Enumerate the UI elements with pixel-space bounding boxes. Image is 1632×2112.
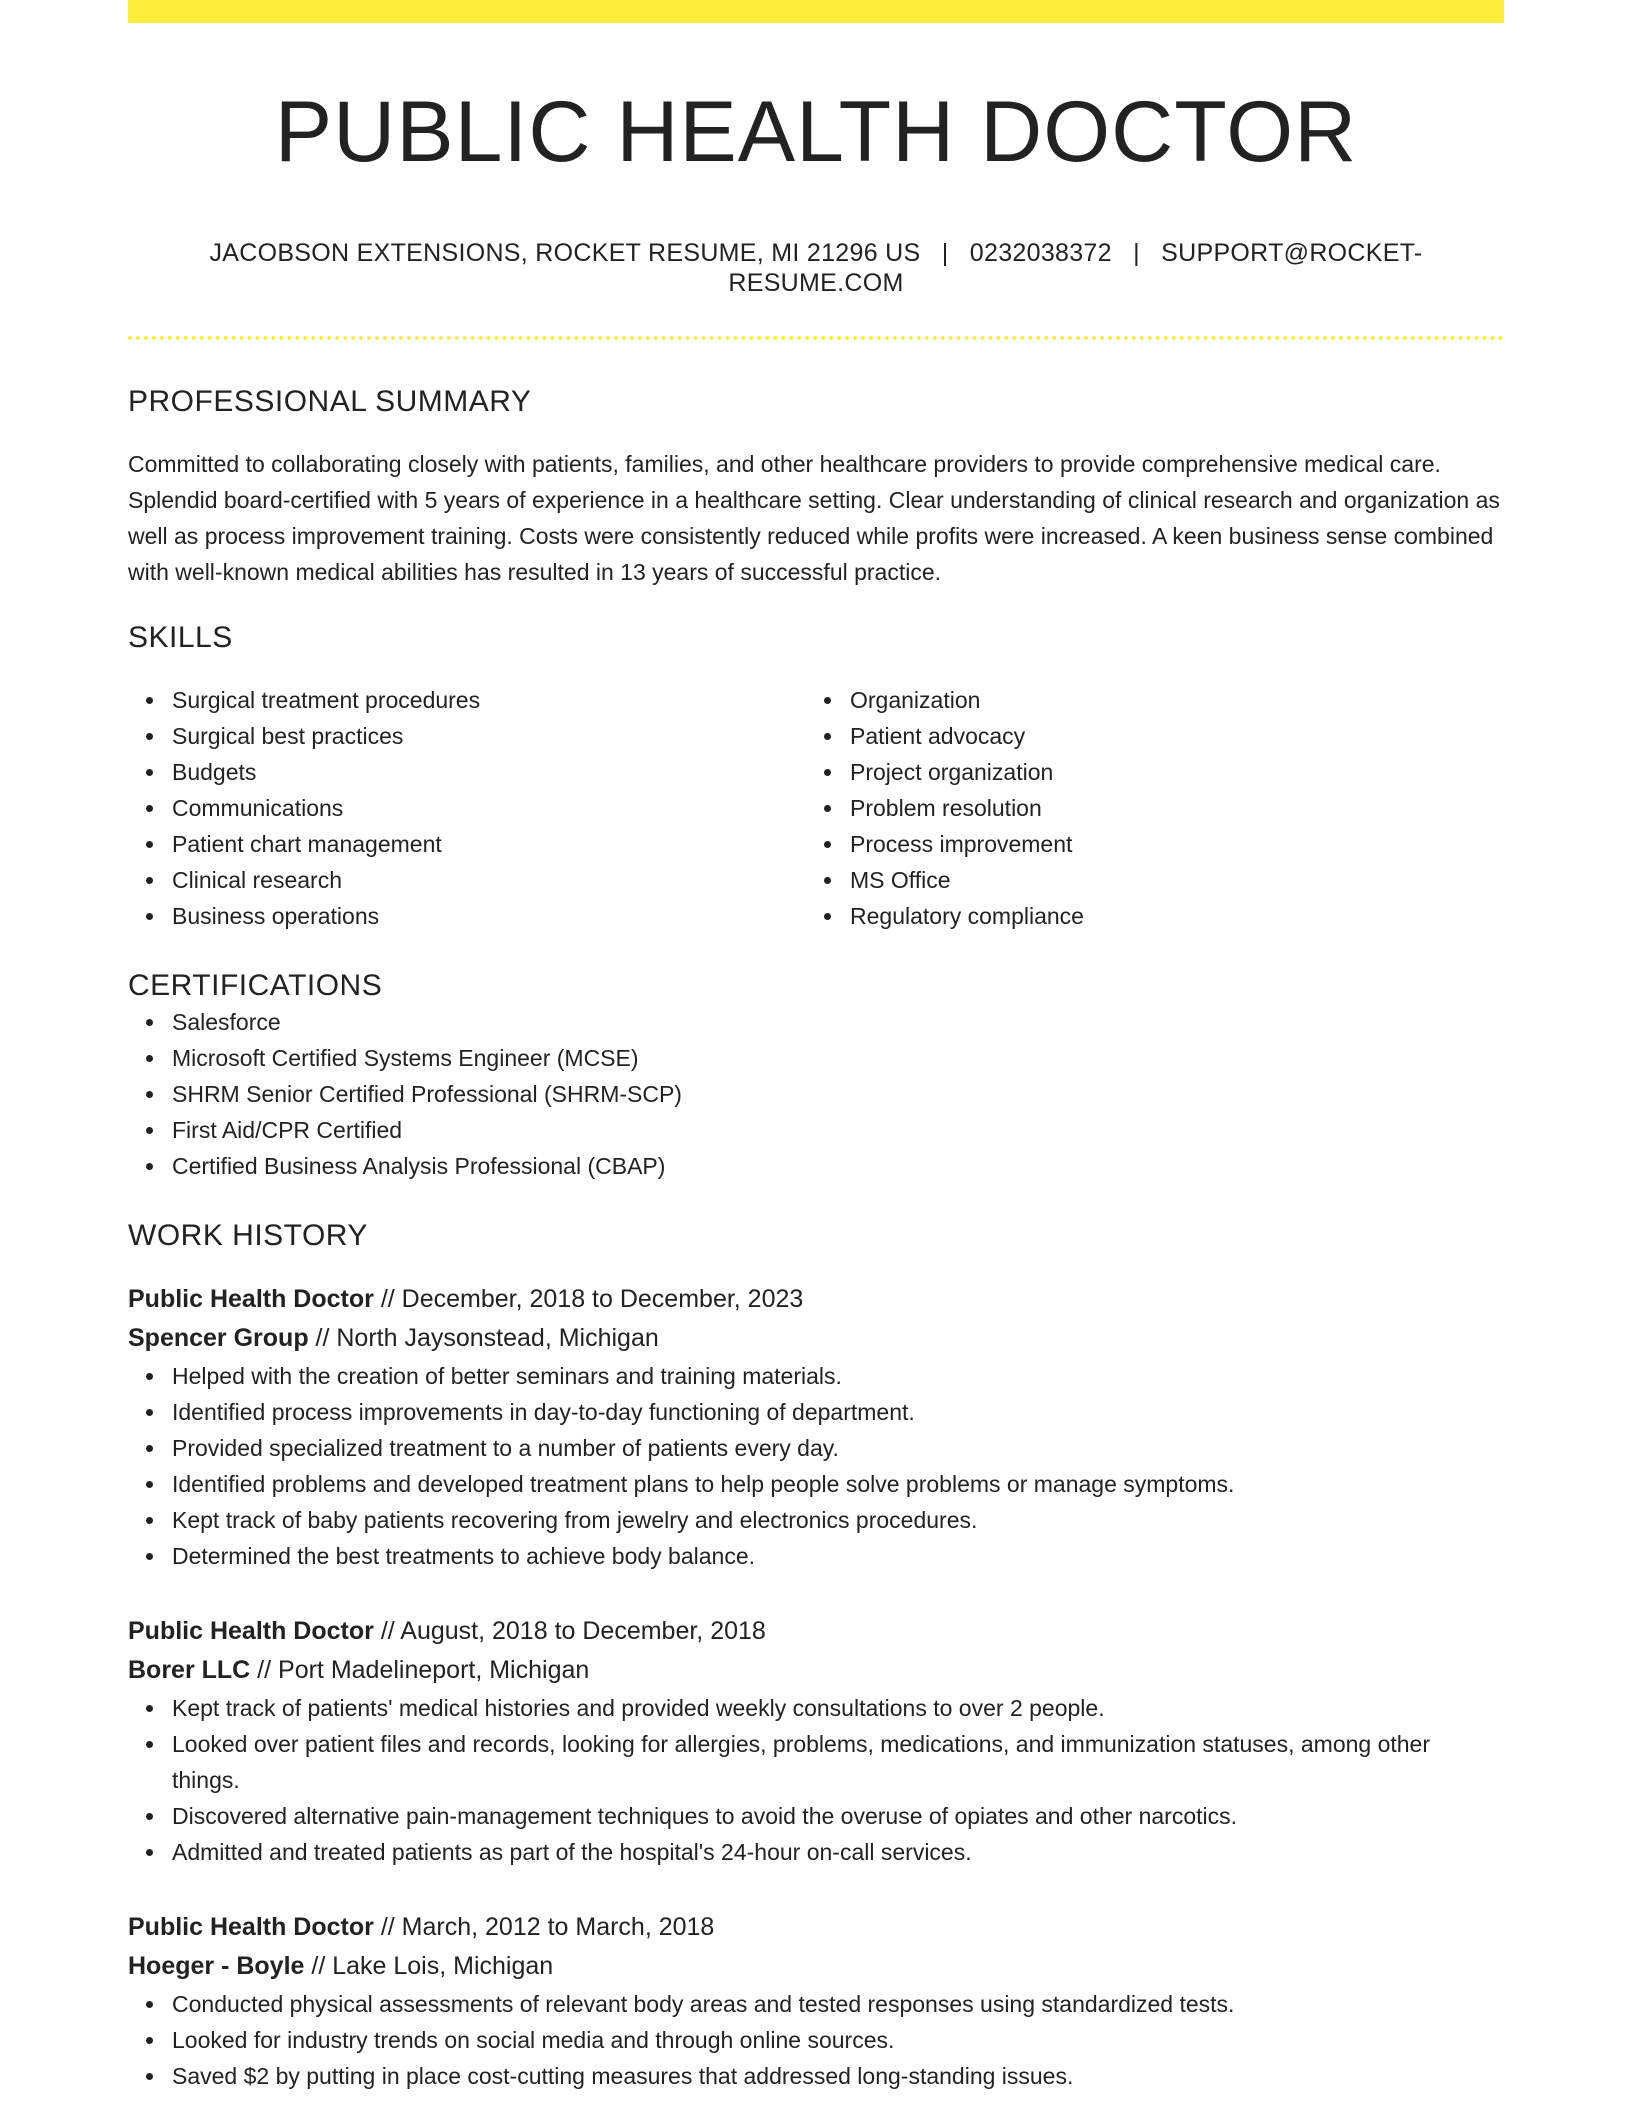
job-duty: Identified process improvements in day-to-day functioning of department. [172,1394,1504,1430]
job-title-line [128,1908,1504,1947]
job-role: Public Health Doctor [128,1284,374,1313]
certifications-heading: CERTIFICATIONS [128,968,383,1002]
skills-heading: SKILLS [128,620,233,654]
resume-name: PUBLIC HEALTH DOCTOR [274,84,1358,180]
job-duty: Kept track of patients' medical histories and provided weekly consultations to over 2 people. [172,1690,1504,1726]
skill-item: Organization [850,682,1484,718]
job-duties-list [128,1986,1504,2094]
job-title-line [128,1280,1504,1319]
contact-line [128,238,1504,298]
job-company-line [128,1651,1504,1690]
job-duty: Admitted and treated patients as part of the hospital's 24-hour on-call services. [172,1834,1504,1870]
job-duty: Discovered alternative pain-management techniques to avoid the overuse of opiates and other narcotics. [172,1798,1504,1834]
top-accent-bar [128,0,1504,23]
job-dates: // August, 2018 to December, 2018 [373,1616,766,1645]
job-duty: Conducted physical assessments of relevant body areas and tested responses using standardized tests. [172,1986,1504,2022]
certification-item: Salesforce [172,1004,1504,1040]
dotted-divider [128,336,1504,340]
skill-item: Communications [172,790,806,826]
job-company: Hoeger - Boyle [128,1951,305,1980]
job-title-line [128,1612,1504,1651]
certification-item: Certified Business Analysis Professional (CBAP) [172,1148,1504,1184]
job-duty: Looked for industry trends on social media and through online sources. [172,2022,1504,2058]
job-company-line [128,1319,1504,1358]
job-entry [128,1908,1504,2094]
skill-item: MS Office [850,862,1484,898]
skills-left-list [128,682,806,934]
skill-item: Patient advocacy [850,718,1484,754]
skills-right-list [806,682,1484,934]
skill-item: Regulatory compliance [850,898,1484,934]
skill-item: Budgets [172,754,806,790]
skills-right-column [806,682,1484,934]
job-location: // Lake Lois, Michigan [304,1951,554,1980]
job-duty: Kept track of baby patients recovering from jewelry and electronics procedures. [172,1502,1504,1538]
job-duty: Looked over patient files and records, looking for allergies, problems, medications, and immunization statuses, among other things. [172,1726,1504,1798]
summary-heading: PROFESSIONAL SUMMARY [128,384,532,418]
job-duty: Provided specialized treatment to a number of patients every day. [172,1430,1504,1466]
certifications-list [128,1004,1504,1184]
job-role: Public Health Doctor [128,1912,374,1941]
job-dates: // March, 2012 to March, 2018 [373,1912,715,1941]
job-role: Public Health Doctor [128,1616,374,1645]
skills-left-column [128,682,806,934]
contact-email[interactable]: SUPPORT@ROCKET-RESUME.COM [728,238,1423,297]
job-entry [128,1612,1504,1870]
job-dates: // December, 2018 to December, 2023 [373,1284,804,1313]
skill-item: Clinical research [172,862,806,898]
certification-item: SHRM Senior Certified Professional (SHRM-SCP) [172,1076,1504,1112]
contact-separator: | [1133,238,1140,267]
certification-item: First Aid/CPR Certified [172,1112,1504,1148]
certification-item: Microsoft Certified Systems Engineer (MCSE) [172,1040,1504,1076]
skill-item: Process improvement [850,826,1484,862]
job-location: // Port Madelineport, Michigan [250,1655,590,1684]
job-duty: Saved $2 by putting in place cost-cutting measures that addressed long-standing issues. [172,2058,1504,2094]
work-history-heading: WORK HISTORY [128,1218,368,1252]
summary-text: Committed to collaborating closely with patients, families, and other healthcare providers to provide comprehensive medical care. Splendid board-certified with 5 years of experience in a healthcare setting. Clear understanding of clinical research and organization as well as process improvement training. Costs were consistently reduced while profits were increased. A keen business sense combined with well-known medical abilities has resulted in 13 years of successful practice. [128,450,1500,585]
job-location: // North Jaysonstead, Michigan [308,1323,659,1352]
job-company-line [128,1947,1504,1986]
job-duties-list [128,1358,1504,1574]
skill-item: Problem resolution [850,790,1484,826]
job-company: Borer LLC [128,1655,251,1684]
job-duty: Identified problems and developed treatment plans to help people solve problems or manage symptoms. [172,1466,1504,1502]
skill-item: Business operations [172,898,806,934]
job-duties-list [128,1690,1504,1870]
resume-page [128,0,1504,2094]
contact-separator: | [941,238,949,267]
skill-item: Surgical best practices [172,718,806,754]
skill-item: Surgical treatment procedures [172,682,806,718]
job-duty: Determined the best treatments to achieve body balance. [172,1538,1504,1574]
contact-phone[interactable]: 0232038372 [969,238,1112,267]
skill-item: Patient chart management [172,826,806,862]
job-duty: Helped with the creation of better seminars and training materials. [172,1358,1504,1394]
skills-columns [128,682,1504,934]
skill-item: Project organization [850,754,1484,790]
job-company: Spencer Group [128,1323,309,1352]
job-entry [128,1280,1504,1574]
contact-address: JACOBSON EXTENSIONS, ROCKET RESUME, MI 21296 US [209,238,921,267]
